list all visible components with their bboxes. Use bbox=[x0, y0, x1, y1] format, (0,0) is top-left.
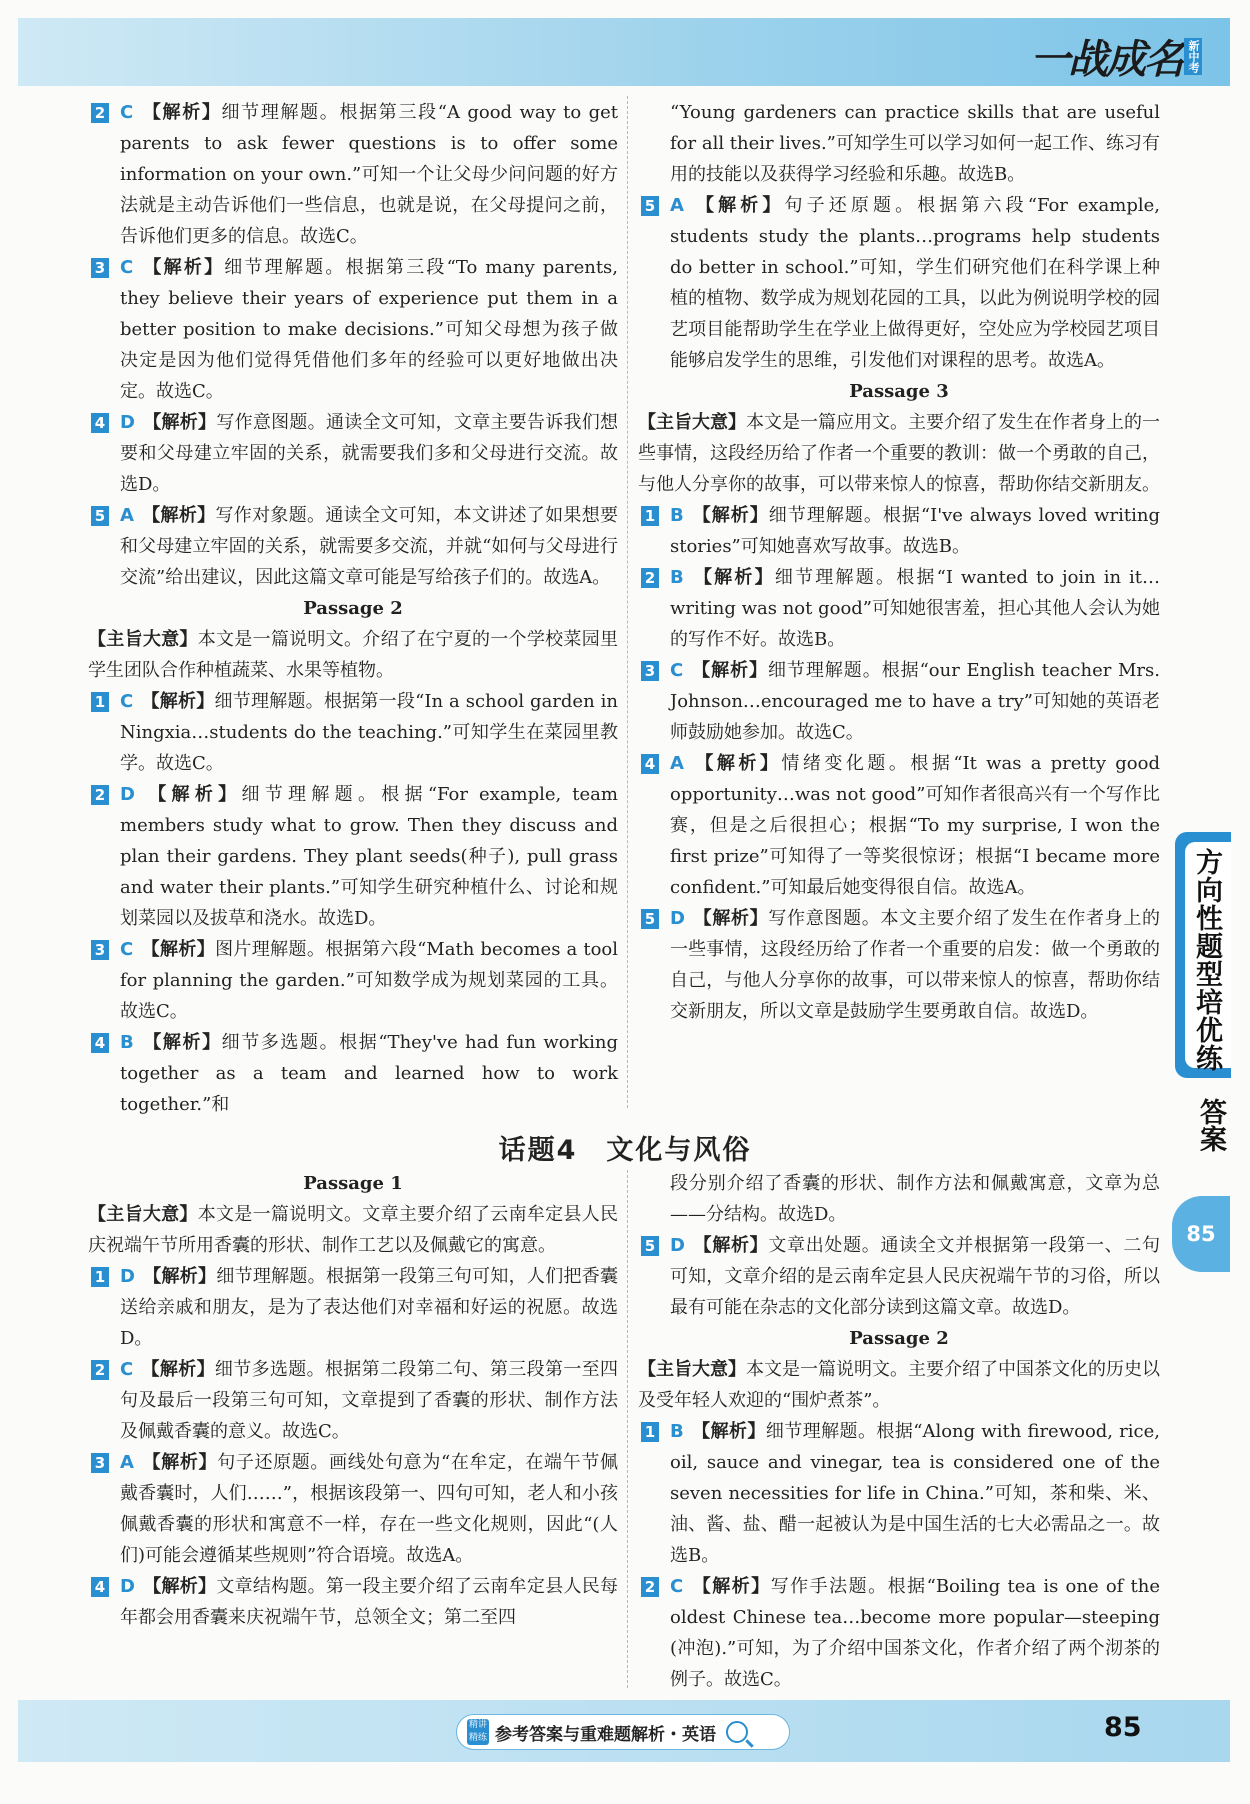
analysis-text: 细节理解题。根据“For example, team members study what to grow. Then they discuss and plan their gardens. They plant seeds(种子), pull grass and water their plants.”可知学生研究种植什么、讨论和规划菜园以及拔草和浇水。故选D。 bbox=[120, 784, 618, 929]
question-number: 3 bbox=[641, 661, 659, 681]
answer-letter: B bbox=[670, 567, 684, 588]
question-number: 2 bbox=[641, 1577, 659, 1597]
analysis-tag: 【解析】 bbox=[142, 412, 217, 433]
question-number: 4 bbox=[91, 1577, 109, 1597]
analysis-tag: 【解析】 bbox=[141, 939, 216, 960]
search-icon bbox=[726, 1721, 748, 1743]
column-bottom-right bbox=[638, 1168, 1160, 1695]
analysis-text: 细节理解题。根据“I've always loved writing stories”可知她喜欢写故事。故选B。 bbox=[670, 505, 1161, 557]
answer-letter: A bbox=[120, 1452, 134, 1473]
analysis-text: 细节理解题。根据“Along with firewood, rice, oil, sauce and vinegar, tea is considered one of the seven necessities for life in China.”可知，茶和柴、米、油、酱、盐、醋一起被认为是中国生活的七大必需品之一。故选B。 bbox=[670, 1421, 1160, 1566]
answer-letter: C bbox=[120, 257, 134, 278]
brand-logo bbox=[1030, 28, 1202, 85]
answer-letter: C bbox=[670, 1576, 684, 1597]
analysis-tag: 【解析】 bbox=[691, 753, 782, 774]
analysis-text: 细节理解题。根据第一段第三句可知，人们把香囊送给亲戚和朋友，是为了表达他们对幸福和好运的祝愿。故选D。 bbox=[120, 1266, 619, 1349]
main-idea-text: 本文是一篇说明文。文章主要介绍了云南牟定县人民庆祝端午节所用香囊的形状、制作工艺以及佩戴它的寓意。 bbox=[88, 1204, 619, 1256]
answer-label: 答案 bbox=[1195, 1098, 1226, 1152]
brand-subtitle: 新中考 bbox=[1184, 38, 1202, 75]
answer-item bbox=[88, 1571, 618, 1633]
main-idea-tag: 【主旨大意】 bbox=[88, 1204, 198, 1225]
continued-text: “Young gardeners can practice skills that are useful for all their lives.”可知学生可以学习如何一起工作、练习有用的技能以及获得学习经验和乐趣。故选B。 bbox=[670, 102, 1160, 185]
analysis-text: 写作对象题。通读全文可知，本文讲述了如果想要和父母建立牢固的关系，就需要多交流，并就“如何与父母进行交流”给出建议，因此这篇文章可能是写给孩子们的。故选A。 bbox=[120, 505, 619, 588]
column-top-left bbox=[88, 97, 618, 1120]
answer-item bbox=[638, 500, 1160, 562]
analysis-text: 细节理解题。根据“our English teacher Mrs. Johnson…encouraged me to have a try”可知她的英语老师鼓励她参加。故选C。 bbox=[670, 660, 1160, 743]
main-idea-tag: 【主旨大意】 bbox=[88, 629, 198, 650]
analysis-text: 细节多选题。根据“They've had fun working together as a team and learned how to work together.”和 bbox=[120, 1032, 618, 1115]
answer-item bbox=[638, 655, 1160, 748]
analysis-text: 细节多选题。根据第二段第二句、第三段第一至四句及最后一段第三句可知，文章提到了香囊的形状、制作方法及佩戴香囊的意义。故选C。 bbox=[120, 1359, 619, 1442]
question-number: 2 bbox=[91, 1360, 109, 1380]
question-number: 5 bbox=[641, 196, 659, 216]
answer-letter: A bbox=[670, 753, 684, 774]
footer-text: 参考答案与重难题解析・英语 bbox=[495, 1724, 716, 1745]
analysis-tag: 【解析】 bbox=[142, 1576, 217, 1597]
answer-item bbox=[88, 1354, 618, 1447]
side-page-number: 85 bbox=[1172, 1196, 1230, 1272]
question-number: 1 bbox=[641, 1422, 659, 1442]
analysis-text: 图片理解题。根据第六段“Math becomes a tool for planning the garden.”可知数学成为规划菜园的工具。故选C。 bbox=[120, 939, 618, 1022]
answer-letter: B bbox=[670, 505, 684, 526]
question-number: 4 bbox=[91, 1033, 109, 1053]
column-divider bbox=[627, 1170, 628, 1688]
analysis-tag: 【解析】 bbox=[142, 784, 242, 805]
footer-pill bbox=[456, 1714, 790, 1750]
analysis-text: 文章结构题。第一段主要介绍了云南牟定县人民每年都会用香囊来庆祝端午节，总领全文；第二至四 bbox=[120, 1576, 619, 1628]
passage-heading: Passage 2 bbox=[303, 598, 403, 619]
answer-letter: A bbox=[670, 195, 684, 216]
main-idea bbox=[638, 407, 1160, 500]
section-title: 话题4 文化与风俗 bbox=[498, 1135, 752, 1166]
question-number: 5 bbox=[641, 909, 659, 929]
answer-letter: D bbox=[670, 908, 685, 929]
analysis-tag: 【解析】 bbox=[691, 505, 769, 526]
question-number: 4 bbox=[91, 413, 109, 433]
analysis-tag: 【解析】 bbox=[691, 660, 768, 681]
answer-item bbox=[638, 190, 1160, 376]
analysis-tag: 【解析】 bbox=[141, 102, 222, 123]
passage-heading: Passage 3 bbox=[849, 381, 949, 402]
analysis-tag: 【解析】 bbox=[141, 1032, 222, 1053]
analysis-tag: 【解析】 bbox=[141, 691, 215, 712]
question-number: 3 bbox=[91, 258, 109, 278]
footer-logo: 精讲精练 bbox=[468, 1720, 487, 1743]
column-bottom-left bbox=[88, 1168, 618, 1633]
answer-letter: C bbox=[120, 691, 134, 712]
analysis-tag: 【解析】 bbox=[141, 1359, 215, 1380]
side-tab-label: 方向性题型培优练 bbox=[1191, 848, 1222, 1072]
analysis-tag: 【解析】 bbox=[691, 195, 785, 216]
answer-item bbox=[88, 934, 618, 1027]
answer-letter: D bbox=[120, 784, 135, 805]
main-idea-text: 本文是一篇应用文。主要介绍了发生在作者身上的一些事情，这段经历给了作者一个重要的教训：做一个勇敢的自己，与他人分享你的故事，可以带来惊人的惊喜，帮助你结交新朋友。 bbox=[638, 412, 1160, 495]
answer-item bbox=[88, 500, 618, 593]
analysis-tag: 【解析】 bbox=[141, 1452, 218, 1473]
analysis-tag: 【解析】 bbox=[142, 1266, 217, 1287]
answer-letter: B bbox=[120, 1032, 134, 1053]
answer-letter: D bbox=[120, 412, 135, 433]
analysis-text: 细节理解题。根据“I wanted to join in it…writing was not good”可知她很害羞，担心其他人会认为她的写作不好。故选B。 bbox=[670, 567, 1160, 650]
analysis-tag: 【解析】 bbox=[692, 908, 769, 929]
analysis-tag: 【解析】 bbox=[141, 257, 225, 278]
answer-item bbox=[88, 1027, 618, 1120]
answer-item bbox=[88, 1261, 618, 1354]
analysis-text: 句子还原题。根据第六段“For example, students study the plants…programs help students do better in school.”可知，学生们研究他们在科学课上种植的植物、数学成为规划花园的工具，以此为例说明学校的园艺项目能帮助学生在学业上做得更好，空处应为学校园艺项目能够启发学生的思维，引发他们对课程的思考。故选A。 bbox=[670, 195, 1160, 371]
answer-item bbox=[88, 407, 618, 500]
answer-item bbox=[638, 1416, 1160, 1571]
question-number: 1 bbox=[641, 506, 659, 526]
answer-item bbox=[638, 1230, 1160, 1323]
analysis-tag: 【解析】 bbox=[691, 567, 775, 588]
answer-item bbox=[638, 903, 1160, 1027]
main-idea-tag: 【主旨大意】 bbox=[638, 412, 746, 433]
question-number: 2 bbox=[91, 785, 109, 805]
question-number: 3 bbox=[91, 940, 109, 960]
answer-item bbox=[638, 748, 1160, 903]
question-number: 2 bbox=[91, 103, 109, 123]
answer-letter: D bbox=[120, 1576, 135, 1597]
page-number: 85 bbox=[1104, 1712, 1142, 1743]
question-number: 3 bbox=[91, 1453, 109, 1473]
answer-item bbox=[88, 252, 618, 407]
analysis-tag: 【解析】 bbox=[691, 1421, 766, 1442]
answer-letter: D bbox=[670, 1235, 685, 1256]
answer-letter: B bbox=[670, 1421, 684, 1442]
analysis-text: 句子还原题。画线处句意为“在牟定，在端午节佩戴香囊时，人们……”，根据该段第一、四句可知，老人和小孩佩戴香囊的形状和寓意不一样，存在一些文化规则，因此“(人们)可能会遵循某些规则”符合语境。故选A。 bbox=[120, 1452, 619, 1566]
passage-heading: Passage 2 bbox=[849, 1328, 949, 1349]
answer-item bbox=[88, 686, 618, 779]
answer-letter: D bbox=[120, 1266, 135, 1287]
column-divider bbox=[627, 96, 628, 1108]
question-number: 4 bbox=[641, 754, 659, 774]
analysis-tag: 【解析】 bbox=[141, 505, 216, 526]
main-idea-tag: 【主旨大意】 bbox=[638, 1359, 746, 1380]
analysis-text: 写作手法题。根据“Boiling tea is one of the oldest Chinese tea…become more popular—steeping (冲泡).”可知，为了介绍中国茶文化，作者介绍了两个沏茶的例子。故选C。 bbox=[670, 1576, 1161, 1690]
answer-item bbox=[88, 779, 618, 934]
main-idea-text: 本文是一篇说明文。主要介绍了中国茶文化的历史以及受年轻人欢迎的“围炉煮茶”。 bbox=[638, 1359, 1160, 1411]
answer-letter: C bbox=[120, 102, 134, 123]
question-number: 5 bbox=[91, 506, 109, 526]
brand-name: 一战成名 bbox=[1030, 37, 1182, 83]
analysis-text: 细节理解题。根据第三段“A good way to get parents to ask fewer questions is to offer some information on your own.”可知一个让父母少问问题的好方法就是主动告诉他们一些信息，也就是说，在父母提问之前，告诉他们更多的信息。故选C。 bbox=[120, 102, 618, 247]
main-idea-text: 本文是一篇说明文。介绍了在宁夏的一个学校菜园里学生团队合作种植蔬菜、水果等植物。 bbox=[88, 629, 619, 681]
analysis-text: 写作意图题。本文主要介绍了发生在作者身上的一些事情，这段经历给了作者一个重要的启发：做一个勇敢的自己，与他人分享你的故事，可以带来惊人的惊喜，帮助你结交新朋友，所以文章是鼓励学生要勇敢自信。故选D。 bbox=[670, 908, 1161, 1022]
analysis-text: 情绪变化题。根据“It was a pretty good opportunity…was not good”可知作者很高兴有一个写作比赛，但是之后很担心；根据“To my surprise, I won the first prize”可知得了一等奖很惊讶；根据“I became more confident.”可知最后她变得很自信。故选A。 bbox=[670, 753, 1160, 898]
main-idea bbox=[638, 1354, 1160, 1416]
question-number: 2 bbox=[641, 568, 659, 588]
continued-text: 段分别介绍了香囊的形状、制作方法和佩戴寓意，文章为总——分结构。故选D。 bbox=[670, 1173, 1160, 1225]
column-top-right bbox=[638, 97, 1160, 1027]
answer-item bbox=[638, 562, 1160, 655]
answer-letter: C bbox=[120, 1359, 134, 1380]
main-idea bbox=[88, 1199, 618, 1261]
answer-item bbox=[88, 1447, 618, 1571]
question-number: 1 bbox=[91, 1267, 109, 1287]
question-number: 1 bbox=[91, 692, 109, 712]
analysis-text: 写作意图题。通读全文可知，文章主要告诉我们想要和父母建立牢固的关系，就需要我们多和父母进行交流。故选D。 bbox=[120, 412, 619, 495]
main-idea bbox=[88, 624, 618, 686]
analysis-text: 细节理解题。根据第一段“In a school garden in Ningxia…students do the teaching.”可知学生在菜园里教学。故选C。 bbox=[120, 691, 618, 774]
analysis-text: 细节理解题。根据第三段“To many parents, they believe their years of experience put them in a better position to make decisions.”可知父母想为孩子做决定是因为他们觉得凭借他们多年的经验可以更好地做出决定。故选C。 bbox=[120, 257, 619, 402]
analysis-tag: 【解析】 bbox=[692, 1235, 769, 1256]
answer-item bbox=[638, 1571, 1160, 1695]
answer-letter: A bbox=[120, 505, 134, 526]
answer-letter: C bbox=[120, 939, 134, 960]
passage-heading: Passage 1 bbox=[303, 1173, 403, 1194]
question-number: 5 bbox=[641, 1236, 659, 1256]
answer-item bbox=[88, 97, 618, 252]
analysis-text: 文章出处题。通读全文并根据第一段第一、二句可知，文章介绍的是云南牟定县人民庆祝端午节的习俗，所以最有可能在杂志的文化部分读到这篇文章。故选D。 bbox=[670, 1235, 1161, 1318]
analysis-tag: 【解析】 bbox=[691, 1576, 771, 1597]
answer-letter: C bbox=[670, 660, 684, 681]
